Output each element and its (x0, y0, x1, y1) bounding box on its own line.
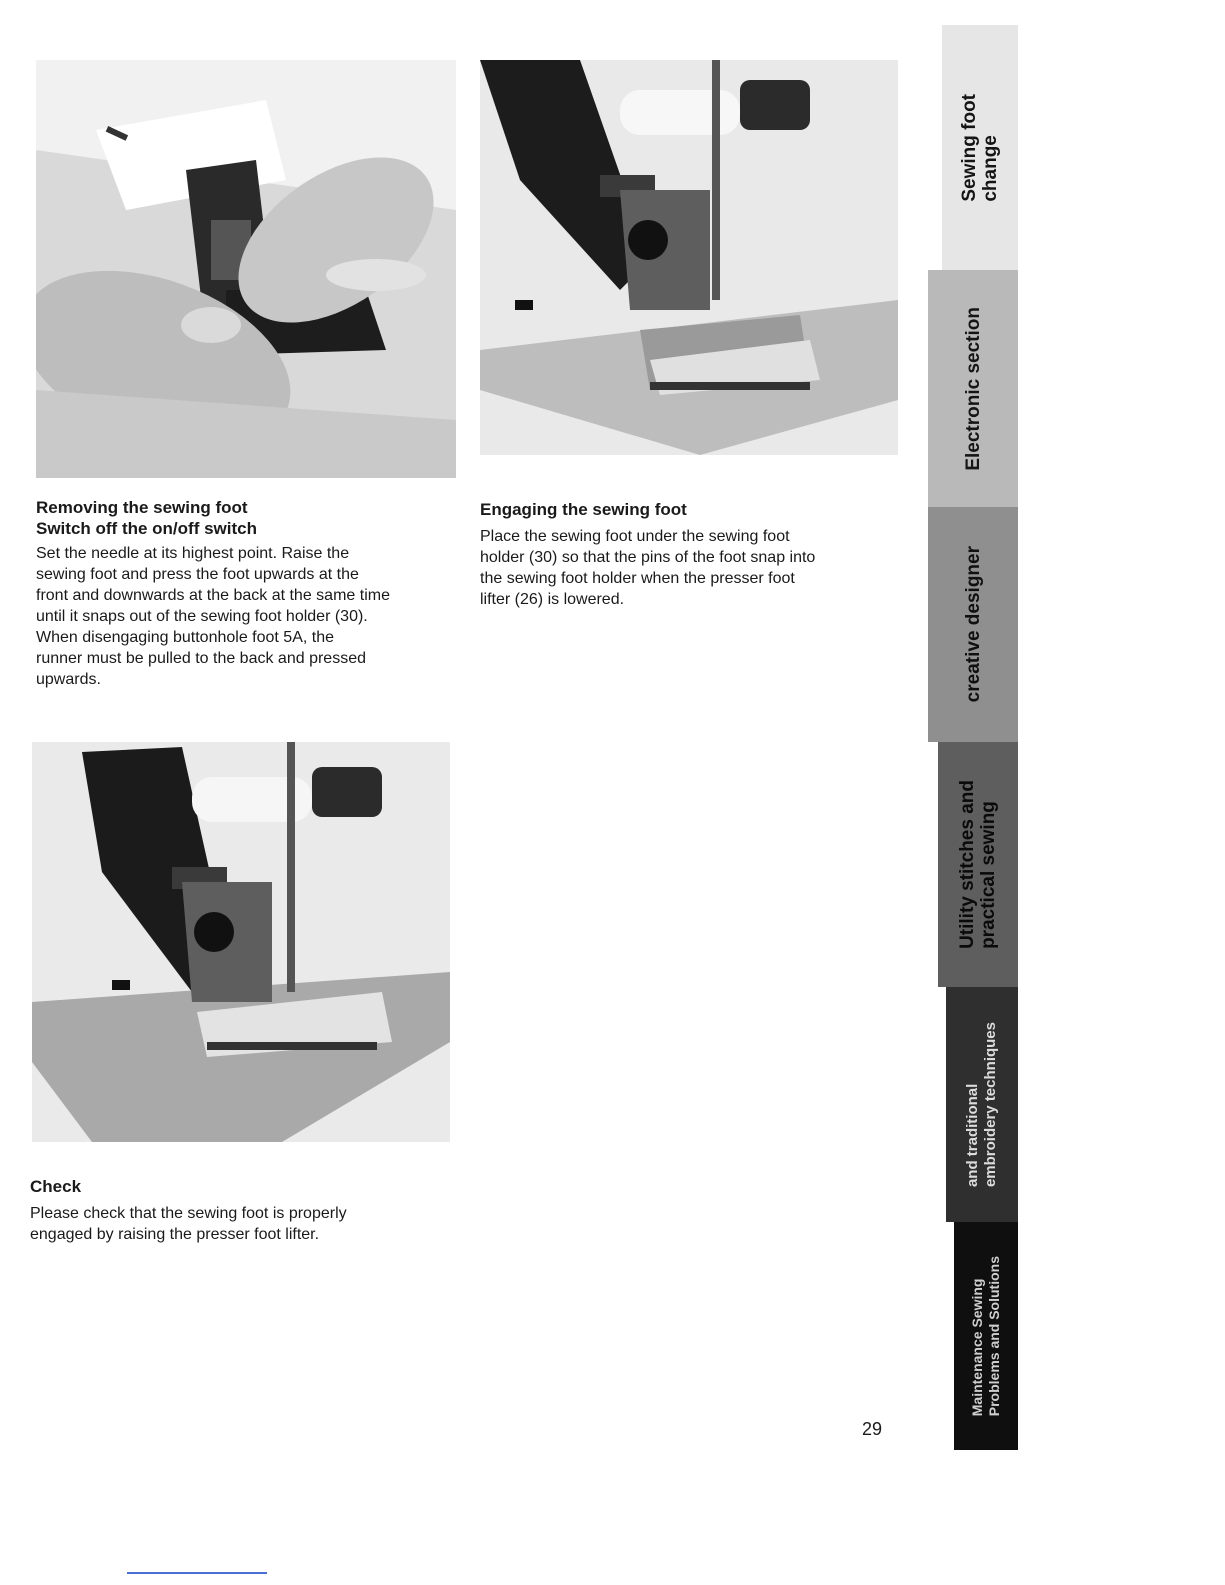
text-line: runner must be pulled to the back and pressed (36, 650, 366, 667)
text-line: holder (30) so that the pins of the foot snap into (480, 549, 816, 566)
heading-switch-off: Switch off the on/off switch (36, 519, 257, 538)
text-line: until it snaps out of the sewing foot holder (30). (36, 608, 368, 625)
tab-label-line1: Utility stitches and (957, 780, 978, 949)
page-number: 29 (862, 1419, 883, 1439)
paragraph-check (30, 1203, 460, 1245)
text-line: sewing foot and press the foot upwards at the (36, 566, 359, 583)
text-line: engaged by raising the presser foot lifter. (30, 1226, 320, 1243)
text-line: upwards. (36, 671, 101, 688)
text-line: Place the sewing foot under the sewing foot (480, 528, 790, 545)
tab-label-line2: Problems and Solutions (986, 1255, 1002, 1417)
photo-engaging-foot (480, 60, 898, 455)
text-line: the sewing foot holder when the presser foot (480, 570, 795, 587)
bottom-rule (127, 1572, 267, 1574)
tab-creative-designer[interactable] (928, 507, 1018, 742)
paragraph-removing-foot (36, 543, 466, 690)
heading-check: Check (30, 1177, 82, 1196)
heading-engaging-foot: Engaging the sewing foot (480, 500, 687, 519)
tab-label-line1: creative designer (962, 546, 984, 703)
tab-label-line1: Electronic section (962, 306, 984, 471)
tab-label-line2: practical sewing (978, 801, 999, 949)
section-check (30, 1176, 460, 1245)
text-line: Set the needle at its highest point. Raise the (36, 545, 350, 562)
tab-electronic-section[interactable] (928, 270, 1018, 507)
section-engaging-foot (480, 499, 910, 610)
text-line: Please check that the sewing foot is properly (30, 1205, 347, 1222)
tab-utility-stitches[interactable] (938, 742, 1018, 987)
photo-check-foot (32, 742, 450, 1142)
photo-removing-foot (36, 60, 456, 478)
tab-label-line2: embroidery techniques (982, 1021, 999, 1188)
paragraph-engaging-foot (480, 526, 910, 610)
section-removing-foot (36, 497, 466, 690)
tab-label-line2: change (980, 134, 1001, 202)
chapter-tabs (928, 25, 1018, 1450)
tab-label-line1: Sewing foot (959, 93, 980, 202)
tab-maintenance[interactable] (954, 1222, 1018, 1450)
tab-label-line1: Maintenance Sewing (969, 1278, 985, 1417)
text-line: When disengaging buttonhole foot 5A, the (36, 629, 334, 646)
tab-embroidery-techniques[interactable] (946, 987, 1018, 1222)
text-line: lifter (26) is lowered. (480, 591, 625, 608)
tab-sewing-foot-change[interactable] (942, 25, 1018, 270)
text-line: front and downwards at the back at the same time (36, 587, 390, 604)
tab-label-line1: and traditional (964, 1083, 981, 1188)
heading-removing-foot: Removing the sewing foot (36, 498, 248, 517)
